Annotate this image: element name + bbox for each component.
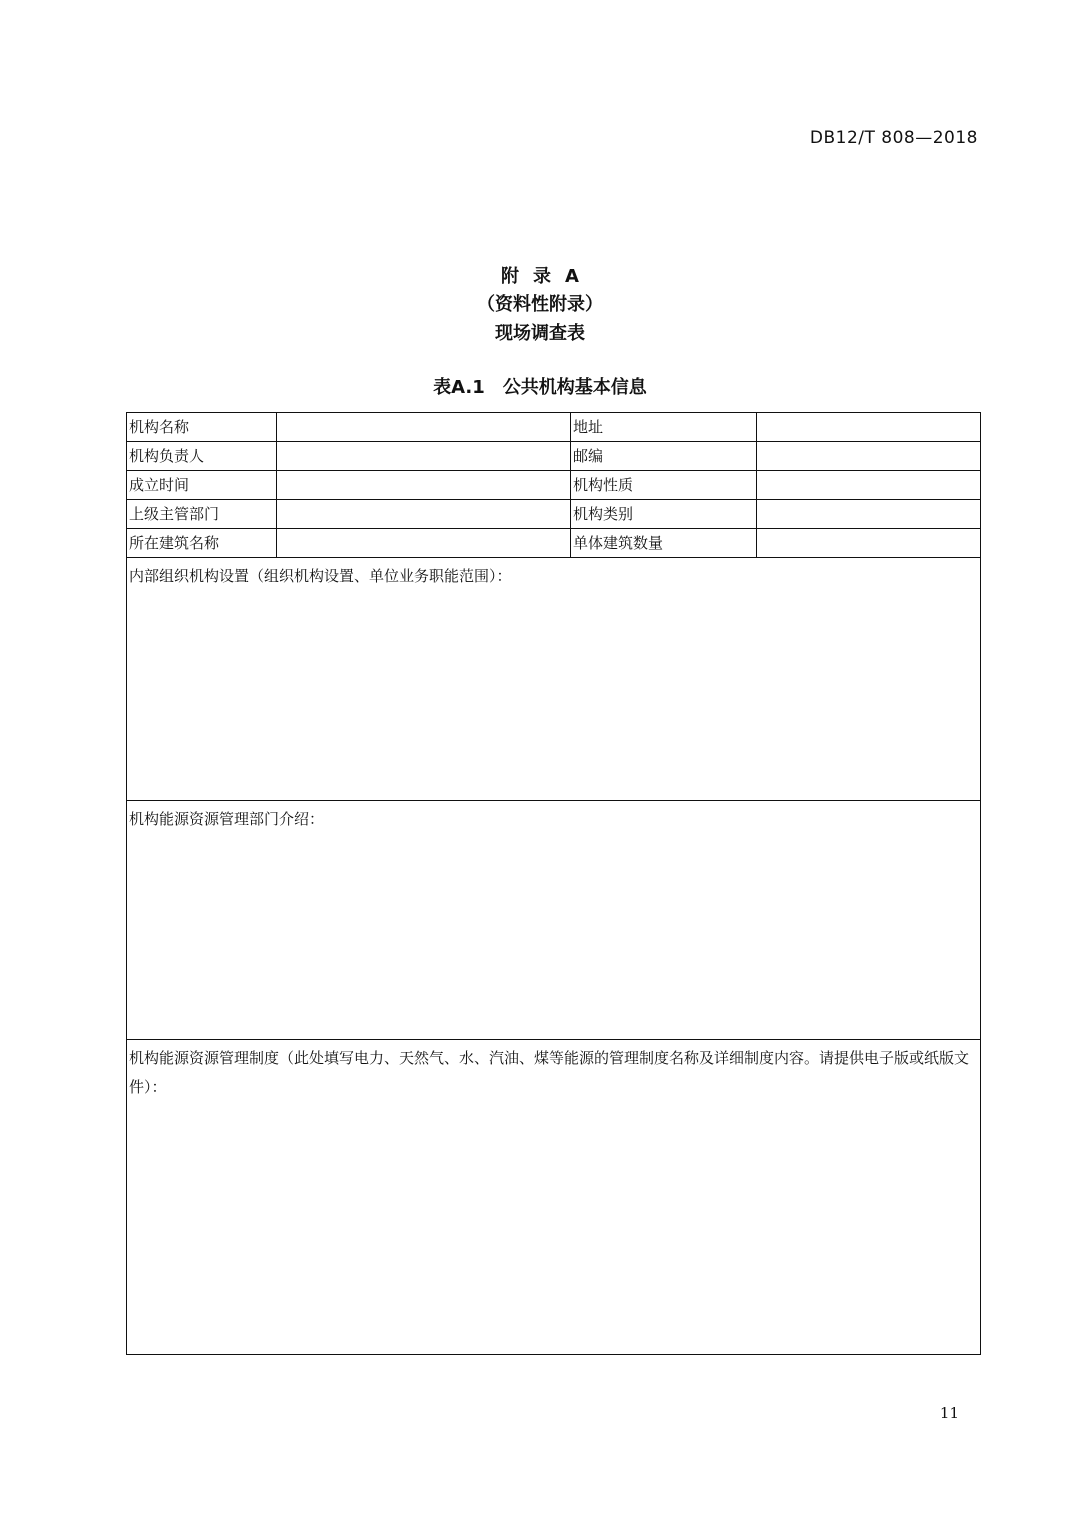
institution-nature-field[interactable] [757, 471, 981, 500]
table-row [127, 442, 981, 471]
table-row [127, 558, 981, 801]
institution-head-field[interactable] [277, 442, 571, 471]
institution-category-field[interactable] [757, 500, 981, 529]
supervising-department-field[interactable] [277, 500, 571, 529]
page-number: 11 [939, 1404, 959, 1422]
annex-title: 附录A [501, 266, 593, 287]
field-label: 机构负责人 [127, 442, 277, 471]
field-label: 所在建筑名称 [127, 529, 277, 558]
field-label: 机构类别 [571, 500, 757, 529]
energy-policy-block[interactable]: 机构能源资源管理制度（此处填写电力、天然气、水、汽油、煤等能源的管理制度名称及详细制度内容。请提供电子版或纸版文件）： [127, 1040, 981, 1355]
field-label: 上级主管部门 [127, 500, 277, 529]
building-name-field[interactable] [277, 529, 571, 558]
org-structure-block[interactable]: 内部组织机构设置（组织机构设置、单位业务职能范围）： [127, 558, 981, 801]
address-field[interactable] [757, 413, 981, 442]
table-caption: 表A.1 公共机构基本信息 [433, 377, 647, 398]
annex-type: （资料性附录） [477, 294, 603, 315]
standard-code: DB12/T 808—2018 [809, 128, 978, 148]
established-date-field[interactable] [277, 471, 571, 500]
institution-name-field[interactable] [277, 413, 571, 442]
field-label: 邮编 [571, 442, 757, 471]
building-count-field[interactable] [757, 529, 981, 558]
annex-name: 现场调查表 [495, 323, 585, 344]
table-row [127, 500, 981, 529]
field-label: 地址 [571, 413, 757, 442]
table-row [127, 529, 981, 558]
field-label: 成立时间 [127, 471, 277, 500]
institution-info-table [126, 412, 981, 1355]
table-row [127, 801, 981, 1040]
field-label: 单体建筑数量 [571, 529, 757, 558]
postal-code-field[interactable] [757, 442, 981, 471]
table-row [127, 471, 981, 500]
table-row [127, 1040, 981, 1355]
field-label: 机构性质 [571, 471, 757, 500]
energy-dept-block[interactable]: 机构能源资源管理部门介绍： [127, 801, 981, 1040]
table-row [127, 413, 981, 442]
field-label: 机构名称 [127, 413, 277, 442]
